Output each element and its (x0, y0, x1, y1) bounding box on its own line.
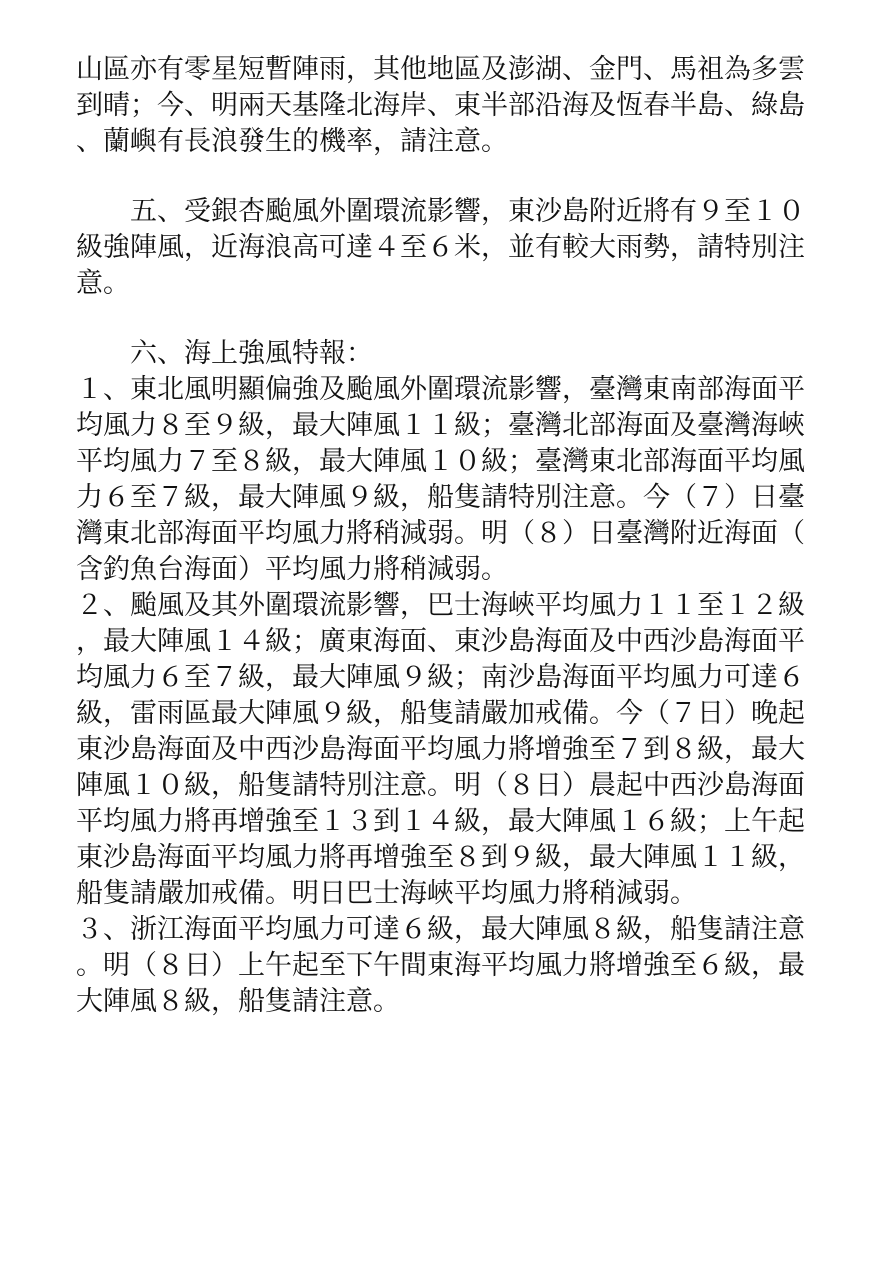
section-4-continuation (76, 52, 811, 160)
text-line: 平均風力將再增強至１３到１４級，最大陣風１６級；上午起 (76, 806, 805, 837)
text-line: 級，雷雨區最大陣風９級，船隻請嚴加戒備。今（７日）晚起 (76, 698, 805, 729)
text-line: ，最大陣風１４級；廣東海面、東沙島海面及中西沙島海面平 (76, 626, 805, 657)
text-line: 船隻請嚴加戒備。明日巴士海峽平均風力將稍減弱。 (76, 878, 697, 909)
text-line: ２、颱風及其外圍環流影響，巴士海峽平均風力１１至１２級 (76, 590, 805, 621)
text-line: 均風力８至９級，最大陣風１１級；臺灣北部海面及臺灣海峽 (76, 410, 805, 441)
section-6 (76, 336, 811, 1020)
text-line: 、蘭嶼有長浪發生的機率，請注意。 (76, 126, 508, 157)
text-line: 。明（８日）上午起至下午間東海平均風力將增強至６級，最 (76, 950, 805, 981)
text-line: 均風力６至７級，最大陣風９級；南沙島海面平均風力可達６ (76, 662, 805, 693)
section-5 (76, 194, 811, 302)
section-6-heading: 六、海上強風特報： (130, 338, 373, 369)
text-line: 五、受銀杏颱風外圍環流影響，東沙島附近將有９至１０ (130, 196, 805, 227)
item-2 (76, 588, 811, 912)
text-line: 意。 (76, 268, 130, 299)
text-line: １、東北風明顯偏強及颱風外圍環流影響，臺灣東南部海面平 (76, 374, 805, 405)
text-line: 東沙島海面及中西沙島海面平均風力將增強至７到８級，最大 (76, 734, 805, 765)
paragraph-gap (76, 160, 811, 194)
document-page (76, 52, 811, 1020)
text-line: 力６至７級，最大陣風９級，船隻請特別注意。今（７）日臺 (76, 482, 805, 513)
text-line: 陣風１０級，船隻請特別注意。明（８日）晨起中西沙島海面 (76, 770, 805, 801)
text-line: 含釣魚台海面）平均風力將稍減弱。 (76, 554, 508, 585)
text-line: 平均風力７至８級，最大陣風１０級；臺灣東北部海面平均風 (76, 446, 805, 477)
item-1 (76, 372, 811, 588)
text-line: 大陣風８級，船隻請注意。 (76, 986, 400, 1017)
text-line: 山區亦有零星短暫陣雨，其他地區及澎湖、金門、馬祖為多雲 (76, 54, 805, 85)
paragraph-gap (76, 302, 811, 336)
text-line: 東沙島海面平均風力將再增強至８到９級，最大陣風１１級， (76, 842, 805, 873)
text-line: ３、浙江海面平均風力可達６級，最大陣風８級，船隻請注意 (76, 914, 805, 945)
text-line: 到晴；今、明兩天基隆北海岸、東半部沿海及恆春半島、綠島 (76, 90, 805, 121)
text-line: 級強陣風，近海浪高可達４至６米，並有較大雨勢，請特別注 (76, 232, 805, 263)
text-line: 灣東北部海面平均風力將稍減弱。明（８）日臺灣附近海面（ (76, 518, 805, 549)
item-3 (76, 912, 811, 1020)
